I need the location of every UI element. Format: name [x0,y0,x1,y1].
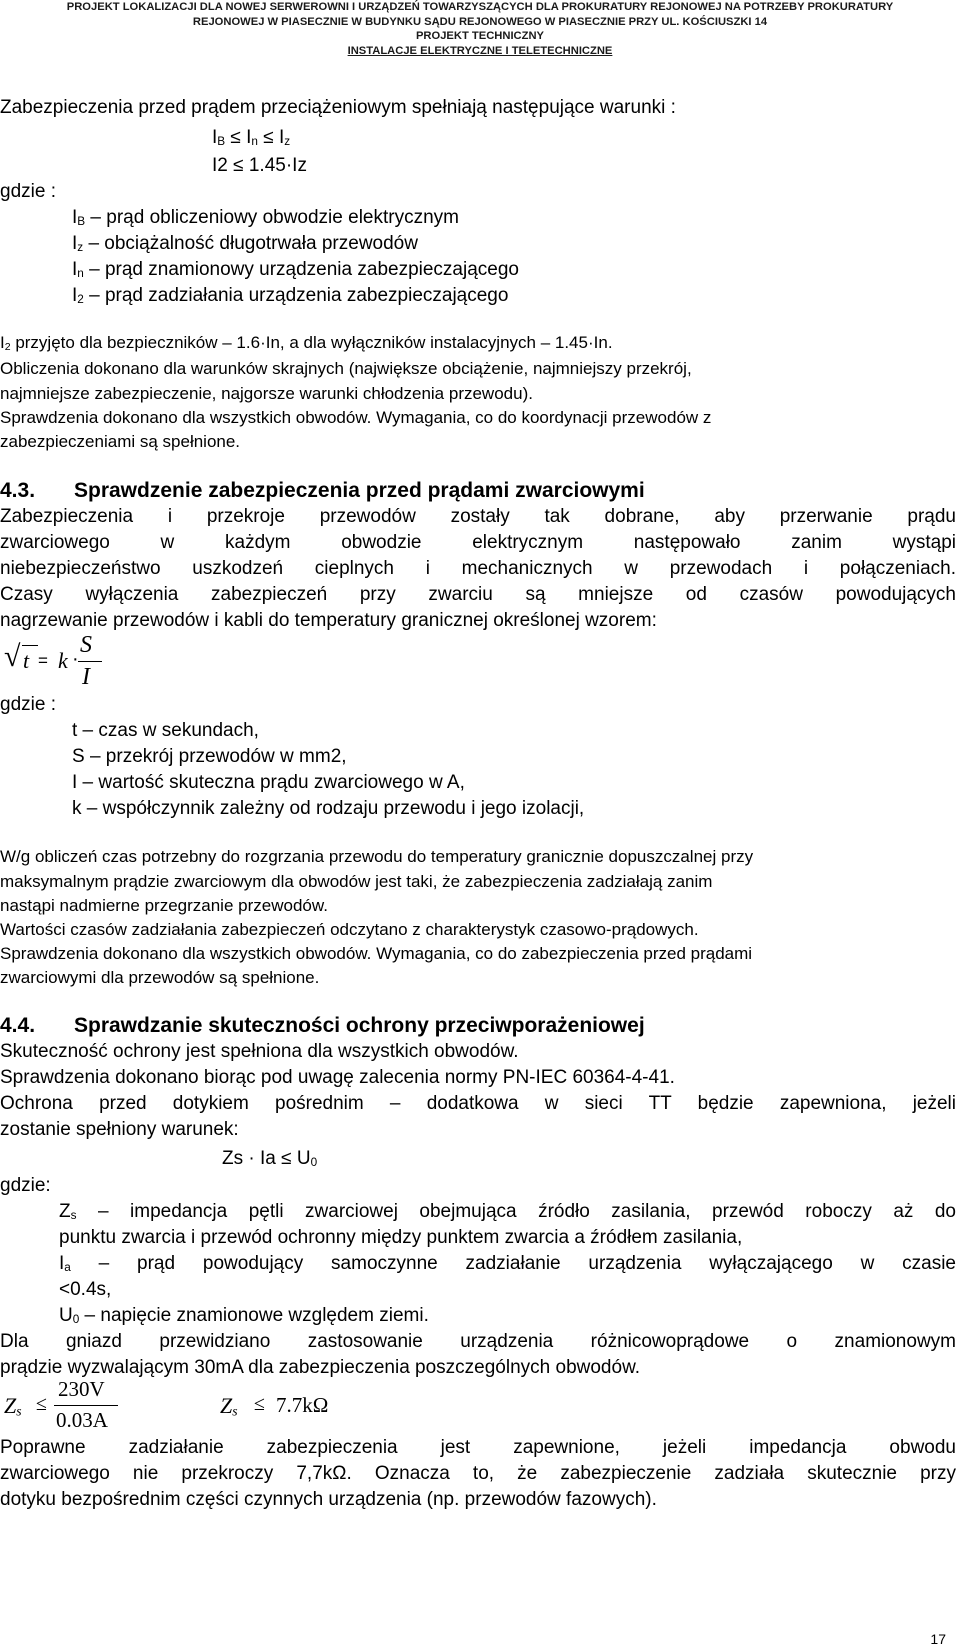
pf-z: $Z_s$ [4,1393,22,1419]
pf-numerator: 230V [58,1377,105,1401]
sc-para-5: Sprawdzenia dokonano dla wszystkich obwodów. Wymagania, co do zabezpieczenia przed prądami [0,944,753,963]
pf-result: 7.7kΩ [276,1393,329,1417]
sc-line-1: Zabezpieczenia i przekroje przewodów zostały tak dobrane, aby przerwanie prądu [0,506,956,527]
document-header [0,0,960,58]
sc-line-5: nagrzewanie przewodów i kabli do temperatury granicznej określonej wzorem: [0,610,657,631]
conclusion-1: Poprawne zadziałanie zabezpieczenia jest zapewnione, jeżeli impedancja obwodu [0,1437,956,1458]
prot-line-1: Skuteczność ochrony jest spełniona dla wszystkich obwodów. [0,1041,519,1062]
sqrt-symbol: √ [4,640,21,673]
overload-para-4: zabezpieczeniami są spełnione. [0,432,241,451]
pf-z2: $Z_s$ [220,1393,238,1419]
pf-leq2: ≤ [254,1393,265,1415]
formula-dot: · [72,648,79,670]
overload-condition-2: I2 ≤ 1.45·Iz [212,155,307,176]
formula-eq: = [38,651,48,670]
header-line-4: INSTALACJE ELEKTRYCZNE I TELETECHNICZNE [347,44,613,57]
section-4-3-title: Sprawdzenie zabezpieczenia przed prądami zwarciowymi [74,479,645,502]
prot-def-zs-2: punktu zwarcia i przewód ochronny między punktem zwarcia a źródłem zasilania, [59,1227,743,1248]
conclusion-3: dotyku bezpośrednim części czynnych urządzenia (np. przewodów fazowych). [0,1489,657,1510]
def-i2: $I_2$ – prąd zadziałania urządzenia zabezpieczającego [72,285,509,307]
prot-def-ia-2: <0.4s, [59,1279,112,1300]
sc-para-1: W/g obliczeń czas potrzebny do rozgrzania przewodu do temperatury granicznie dopuszczalnej przy [0,847,754,866]
overload-condition-1: $I_B \le I_n \le I_z$ [212,127,291,149]
sqrt-bar [22,645,38,646]
header-line-2: REJONOWEJ W PIASECZNIE W BUDYNKU SĄDU REJONOWEGO W PIASECZNIE PRZY UL. KOŚCIUSZKI 14 [192,15,768,28]
prot-line-6: prądzie wyzwalającym 30mA dla zabezpieczenia poszczególnych obwodów. [0,1357,641,1378]
pf-fraction-bar [54,1405,118,1406]
prot-def-ia-1: $I_a$ – prąd powodujący samoczynne zadziałanie urządzenia wyłączającego w czasie [59,1253,956,1275]
sc-def-i: I – wartość skuteczna prądu zwarciowego w A, [72,772,465,793]
formula-denominator: I [82,664,90,690]
overload-intro: Zabezpieczenia przed prądem przeciążeniowym spełniają następujące warunki : [0,97,676,118]
pf-leq: ≤ [36,1393,47,1415]
sc-def-s: S – przekrój przewodów w mm2, [72,746,347,767]
sc-para-6: zwarciowymi dla przewodów są spełnione. [0,968,320,987]
sc-def-k: k – współczynnik zależny od rodzaju przewodu i jego izolacji, [72,798,585,819]
sc-para-2: maksymalnym prądzie zwarciowym dla obwodów jest taki, że zabezpieczenia zadziałają zanim [0,872,713,891]
sc-line-2: zwarciowego w każdym obwodzie elektrycznym następowało zanim wystąpi [0,532,956,553]
section-4-4-title: Sprawdzanie skuteczności ochrony przeciwporażeniowej [74,1014,645,1037]
prot-line-4: zostanie spełniony warunek: [0,1119,239,1140]
prot-condition: $Zs \cdot Ia \le U_0$ [222,1148,318,1170]
section-4-3-number: 4.3. [0,479,36,502]
def-ib: $I_B$ – prąd obliczeniowy obwodzie elektrycznym [72,207,459,229]
fraction-bar [78,661,102,662]
formula-k: k [58,648,68,673]
prot-gdzie: gdzie: [0,1175,51,1196]
overload-para-3: Sprawdzenia dokonano dla wszystkich obwodów. Wymagania, co do koordynacji przewodów z [0,408,712,427]
overload-gdzie: gdzie : [0,181,56,202]
section-4-4-number: 4.4. [0,1014,36,1037]
prot-line-5: Dla gniazd przewidziano zastosowanie urządzenia różnicowoprądowe o znamionowym [0,1331,956,1352]
sc-para-3: nastąpi nadmierne przegrzanie przewodów. [0,896,328,915]
sc-gdzie: gdzie : [0,694,56,715]
sc-para-4: Wartości czasów zadziałania zabezpieczeń odczytano z charakterystyk czasowo-prądowych. [0,920,699,939]
prot-line-2: Sprawdzenia dokonano biorąc pod uwagę zalecenia normy PN-IEC 60364-4-41. [0,1067,675,1088]
def-in: $I_n$ – prąd znamionowy urządzenia zabezpieczającego [72,259,519,281]
prot-def-u0: $U_0$ – napięcie znamionowe względem ziemi. [59,1305,429,1327]
def-iz: $I_z$ – obciążalność długotrwała przewodów [72,233,418,255]
i2-note: $I_2$ przyjęto dla bezpieczników – 1.6·In, a dla wyłączników instalacyjnych – 1.45·In. [0,333,613,353]
page-number: 17 [930,1631,946,1647]
header-line-3: PROJEKT TECHNICZNY [415,30,545,42]
prot-line-3: Ochrona przed dotykiem pośrednim – dodatkowa w sieci TT będzie zapewniona, jeżeli [0,1093,956,1114]
pf-denominator: 0.03A [56,1408,108,1432]
formula-numerator: S [80,632,92,658]
header-line-1: PROJEKT LOKALIZACJI DLA NOWEJ SERWEROWNI I URZĄDZEŃ TOWARZYSZĄCYCH DLA PROKURATURY REJONOWEJ NA POTRZEBY PROKURATURY [66,1,894,13]
formula-t: t [23,648,30,673]
overload-para-1: Obliczenia dokonano dla warunków skrajnych (największe obciążenie, najmniejszy przekrój, [0,359,692,378]
overload-para-2: najmniejsze zabezpieczenie, najgorsze warunki chłodzenia przewodu). [0,384,533,403]
sc-def-t: t – czas w sekundach, [72,720,259,741]
sc-line-3: niebezpieczeństwo uszkodzeń cieplnych i mechanicznych w przewodach i połączeniach. [0,558,956,579]
prot-def-zs-1: $Z_s$ – impedancja pętli zwarciowej obejmująca źródło zasilania, przewód roboczy aż do [59,1201,956,1223]
sc-line-4: Czasy wyłączenia zabezpieczeń przy zwarciu są mniejsze od czasów powodujących [0,584,956,605]
conclusion-2: zwarciowego nie przekroczy 7,7kΩ. Oznacza to, że zabezpieczenie zadziała skutecznie przy [0,1463,956,1484]
